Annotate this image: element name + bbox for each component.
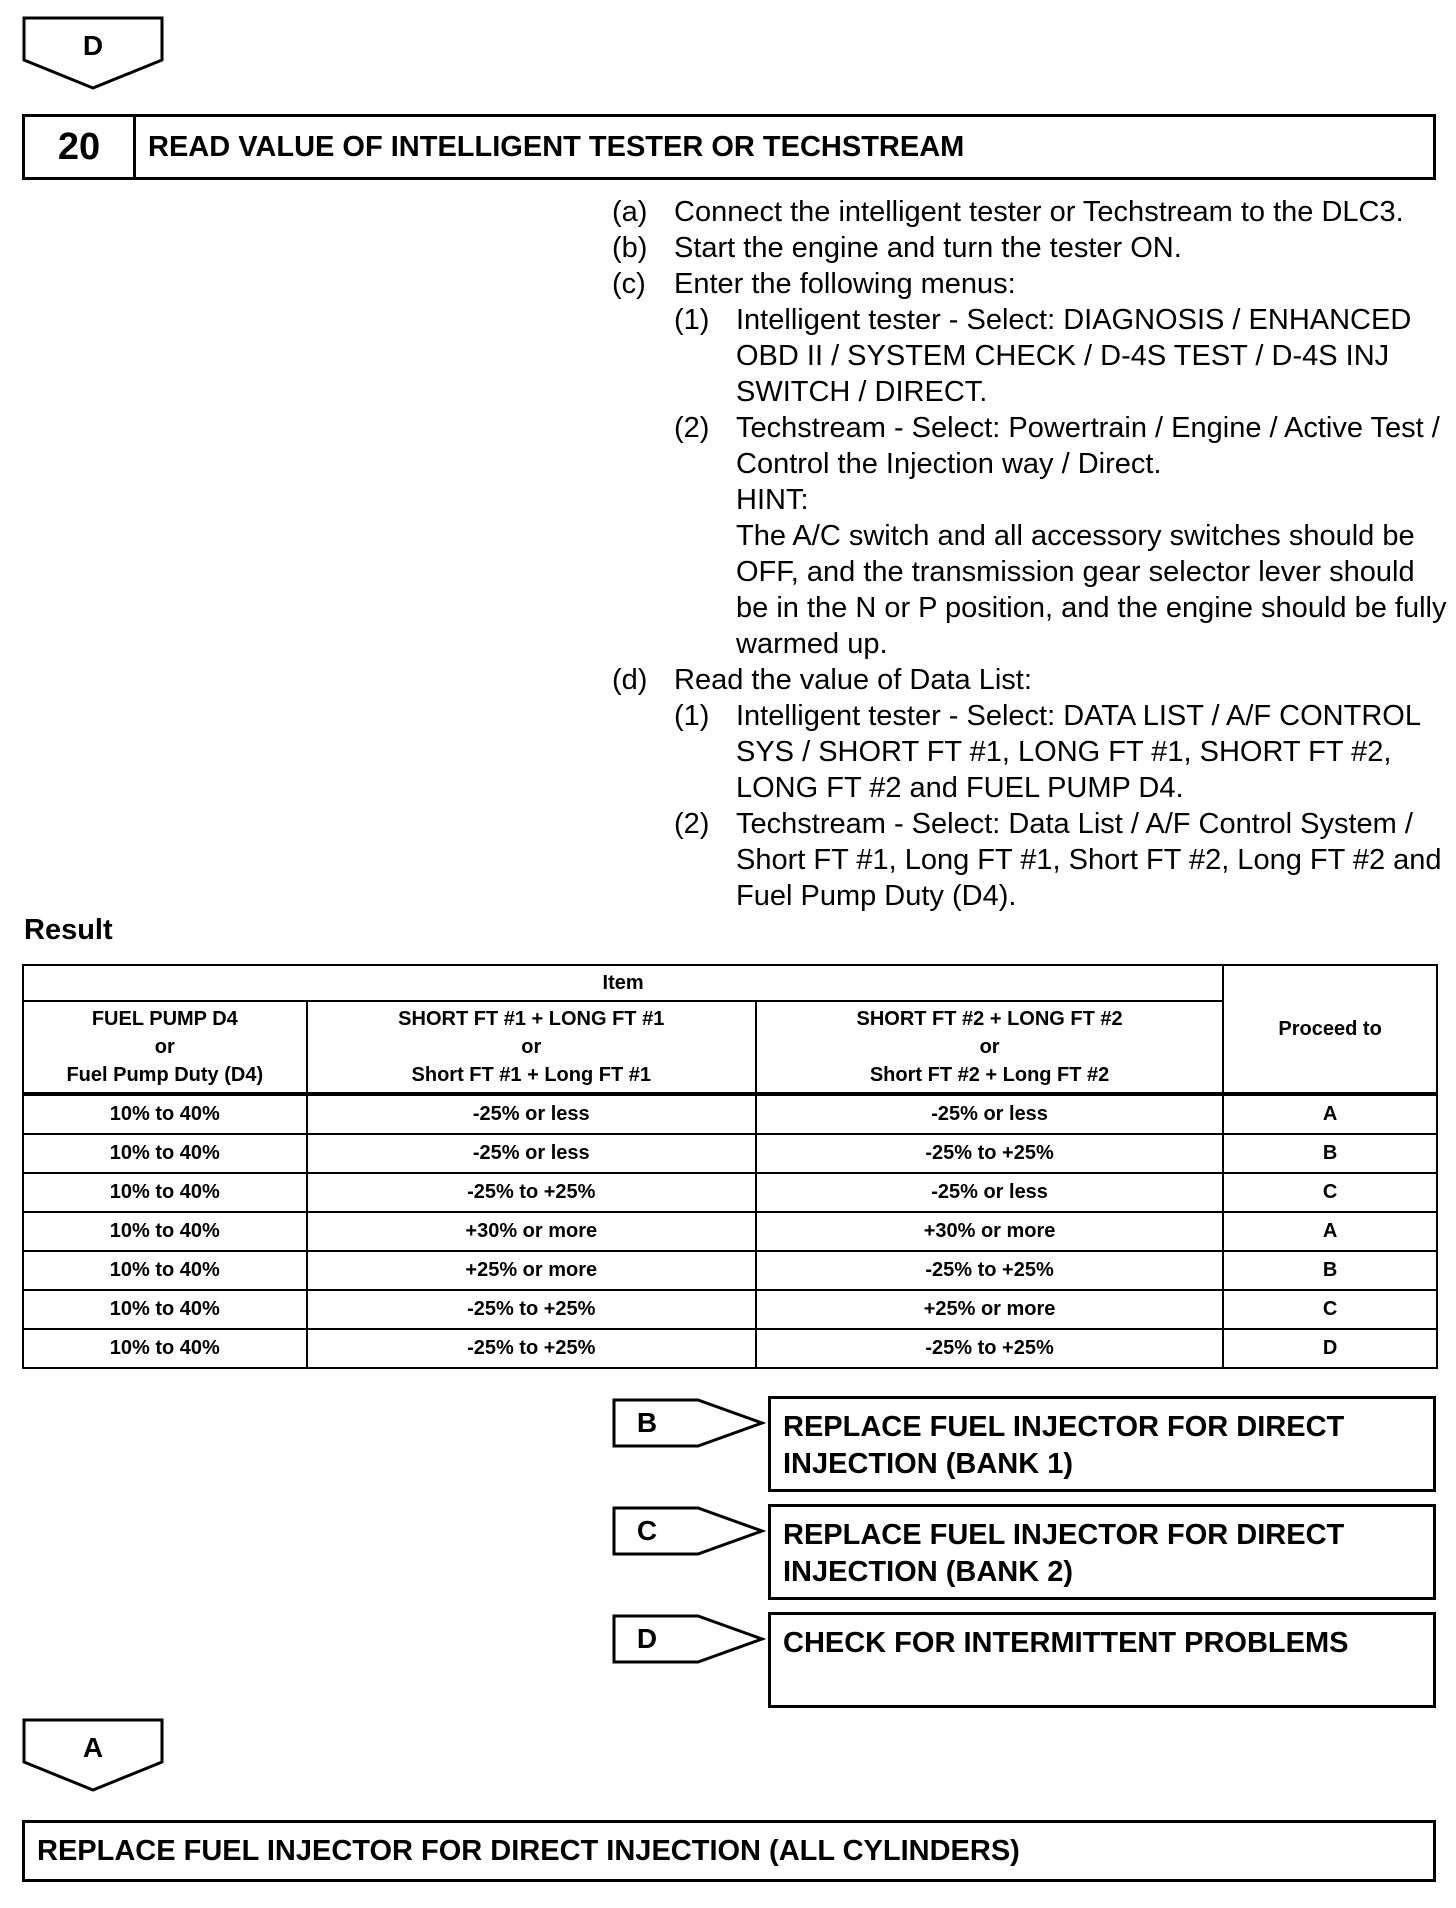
substep-tag: (1) — [674, 304, 710, 336]
table-cell: 10% to 40% — [23, 1173, 307, 1212]
table-cell: +25% or more — [307, 1251, 756, 1290]
result-label: Result — [24, 914, 113, 946]
substep-body: Techstream - Select: Powertrain / Engine / Active Test / Control the Injection way / Direct. — [736, 412, 1440, 480]
step-tag: (a) — [612, 196, 648, 228]
flow-marker-bottom — [22, 1718, 164, 1792]
table-cell: 10% to 40% — [23, 1251, 307, 1290]
flow-marker-top — [22, 16, 164, 90]
substep-text: Intelligent tester - Select: DIAGNOSIS / ENHANCED OBD II / SYSTEM CHECK / D-4S TEST / D-4S INJ SWITCH / DIRECT. — [736, 304, 1412, 408]
sub-steps — [674, 302, 1452, 662]
header-line: Short FT #2 + Long FT #2 — [869, 1064, 1110, 1086]
table-cell: -25% to +25% — [756, 1251, 1223, 1290]
header-line: SHORT FT #2 + LONG FT #2 — [856, 1008, 1123, 1030]
procedure-substep — [674, 698, 1452, 806]
table-cell: +30% or more — [307, 1212, 756, 1251]
substep-text: Intelligent tester - Select: DATA LIST / A/F CONTROL SYS / SHORT FT #1, LONG FT #1, SHORT FT #2, LONG FT #2 and FUEL PUMP D4. — [736, 700, 1420, 804]
table-cell: A — [1223, 1094, 1437, 1134]
result-table — [22, 964, 1438, 1369]
table-header-row — [23, 965, 1437, 1001]
header-line: FUEL PUMP D4 — [91, 1008, 238, 1030]
substep-tag: (2) — [674, 808, 710, 840]
table-cell: +25% or more — [756, 1290, 1223, 1329]
table-cell: B — [1223, 1251, 1437, 1290]
header-line: Short FT #1 + Long FT #1 — [411, 1064, 651, 1086]
substep-text — [736, 410, 1452, 662]
procedure-step — [612, 662, 1452, 698]
branch-action-c: REPLACE FUEL INJECTOR FOR DIRECT INJECTION (BANK 2) — [768, 1504, 1436, 1600]
table-cell: -25% to +25% — [307, 1173, 756, 1212]
substep-tag: (1) — [674, 700, 710, 732]
step-text: Start the engine and turn the tester ON. — [674, 232, 1182, 264]
proceed-header: Proceed to — [1223, 965, 1437, 1094]
procedure-step — [612, 266, 1452, 302]
branch-tag-label: C — [636, 1515, 658, 1546]
branch-tag-b — [612, 1398, 766, 1448]
final-step-box: REPLACE FUEL INJECTOR FOR DIRECT INJECTION (ALL CYLINDERS) — [22, 1820, 1436, 1882]
branch-tag-label: B — [636, 1407, 658, 1438]
step-header — [22, 114, 1436, 180]
procedure-substep — [674, 410, 1452, 662]
procedure-text — [612, 194, 1452, 914]
step-text: Enter the following menus: — [674, 268, 1016, 300]
procedure-step — [612, 194, 1452, 230]
table-cell: -25% or less — [307, 1094, 756, 1134]
table-row — [23, 1134, 1437, 1173]
table-cell: 10% to 40% — [23, 1290, 307, 1329]
header-line: or — [979, 1036, 1000, 1058]
table-cell: 10% to 40% — [23, 1329, 307, 1368]
table-cell: -25% or less — [756, 1173, 1223, 1212]
column-header-fuel-pump — [23, 1001, 307, 1094]
flow-marker-label: D — [82, 30, 104, 61]
branch-tag-d — [612, 1614, 766, 1664]
table-cell: -25% to +25% — [307, 1290, 756, 1329]
branch-tag-c — [612, 1506, 766, 1556]
table-row — [23, 1212, 1437, 1251]
substep-text: Techstream - Select: Data List / A/F Control System / Short FT #1, Long FT #1, Short FT #2, Long FT #2 and Fuel Pump Duty (D4). — [736, 808, 1442, 912]
header-line: or — [154, 1036, 175, 1058]
procedure-substep — [674, 806, 1452, 914]
item-header: Item — [23, 965, 1223, 1001]
hint-label: HINT: — [736, 484, 809, 516]
table-cell: C — [1223, 1290, 1437, 1329]
table-cell: 10% to 40% — [23, 1094, 307, 1134]
column-header-bank1 — [307, 1001, 756, 1094]
substep-tag: (2) — [674, 412, 710, 444]
step-text: Connect the intelligent tester or Techstream to the DLC3. — [674, 196, 1404, 228]
step-title: READ VALUE OF INTELLIGENT TESTER OR TECHSTREAM — [148, 130, 965, 163]
sub-steps — [674, 698, 1452, 914]
table-row — [23, 1290, 1437, 1329]
table-cell: -25% to +25% — [307, 1329, 756, 1368]
table-cell: -25% to +25% — [756, 1134, 1223, 1173]
table-row — [23, 1251, 1437, 1290]
table-cell: 10% to 40% — [23, 1134, 307, 1173]
table-row — [23, 1173, 1437, 1212]
step-tag: (b) — [612, 232, 648, 264]
branch-action-b: REPLACE FUEL INJECTOR FOR DIRECT INJECTION (BANK 1) — [768, 1396, 1436, 1492]
header-line: Fuel Pump Duty (D4) — [66, 1064, 264, 1086]
table-cell: A — [1223, 1212, 1437, 1251]
table-cell: B — [1223, 1134, 1437, 1173]
table-row — [23, 1094, 1437, 1134]
step-tag: (c) — [612, 268, 646, 300]
step-number: 20 — [25, 117, 136, 177]
table-cell: -25% or less — [756, 1094, 1223, 1134]
header-line: SHORT FT #1 + LONG FT #1 — [398, 1008, 665, 1030]
table-cell: -25% or less — [307, 1134, 756, 1173]
step-tag: (d) — [612, 664, 648, 696]
table-cell: +30% or more — [756, 1212, 1223, 1251]
table-cell: C — [1223, 1173, 1437, 1212]
procedure-step — [612, 230, 1452, 266]
procedure-substep — [674, 302, 1452, 410]
table-row — [23, 1329, 1437, 1368]
table-cell: 10% to 40% — [23, 1212, 307, 1251]
step-text: Read the value of Data List: — [674, 664, 1032, 696]
column-header-bank2 — [756, 1001, 1223, 1094]
table-cell: -25% to +25% — [756, 1329, 1223, 1368]
header-line: or — [521, 1036, 542, 1058]
branch-action-d: CHECK FOR INTERMITTENT PROBLEMS — [768, 1612, 1436, 1708]
table-cell: D — [1223, 1329, 1437, 1368]
branch-tag-label: D — [636, 1623, 658, 1654]
hint-text: The A/C switch and all accessory switches should be OFF, and the transmission gear selector lever should be in the N or P position, and the engine should be fully warmed up. — [736, 520, 1447, 660]
flow-marker-label: A — [82, 1732, 104, 1763]
